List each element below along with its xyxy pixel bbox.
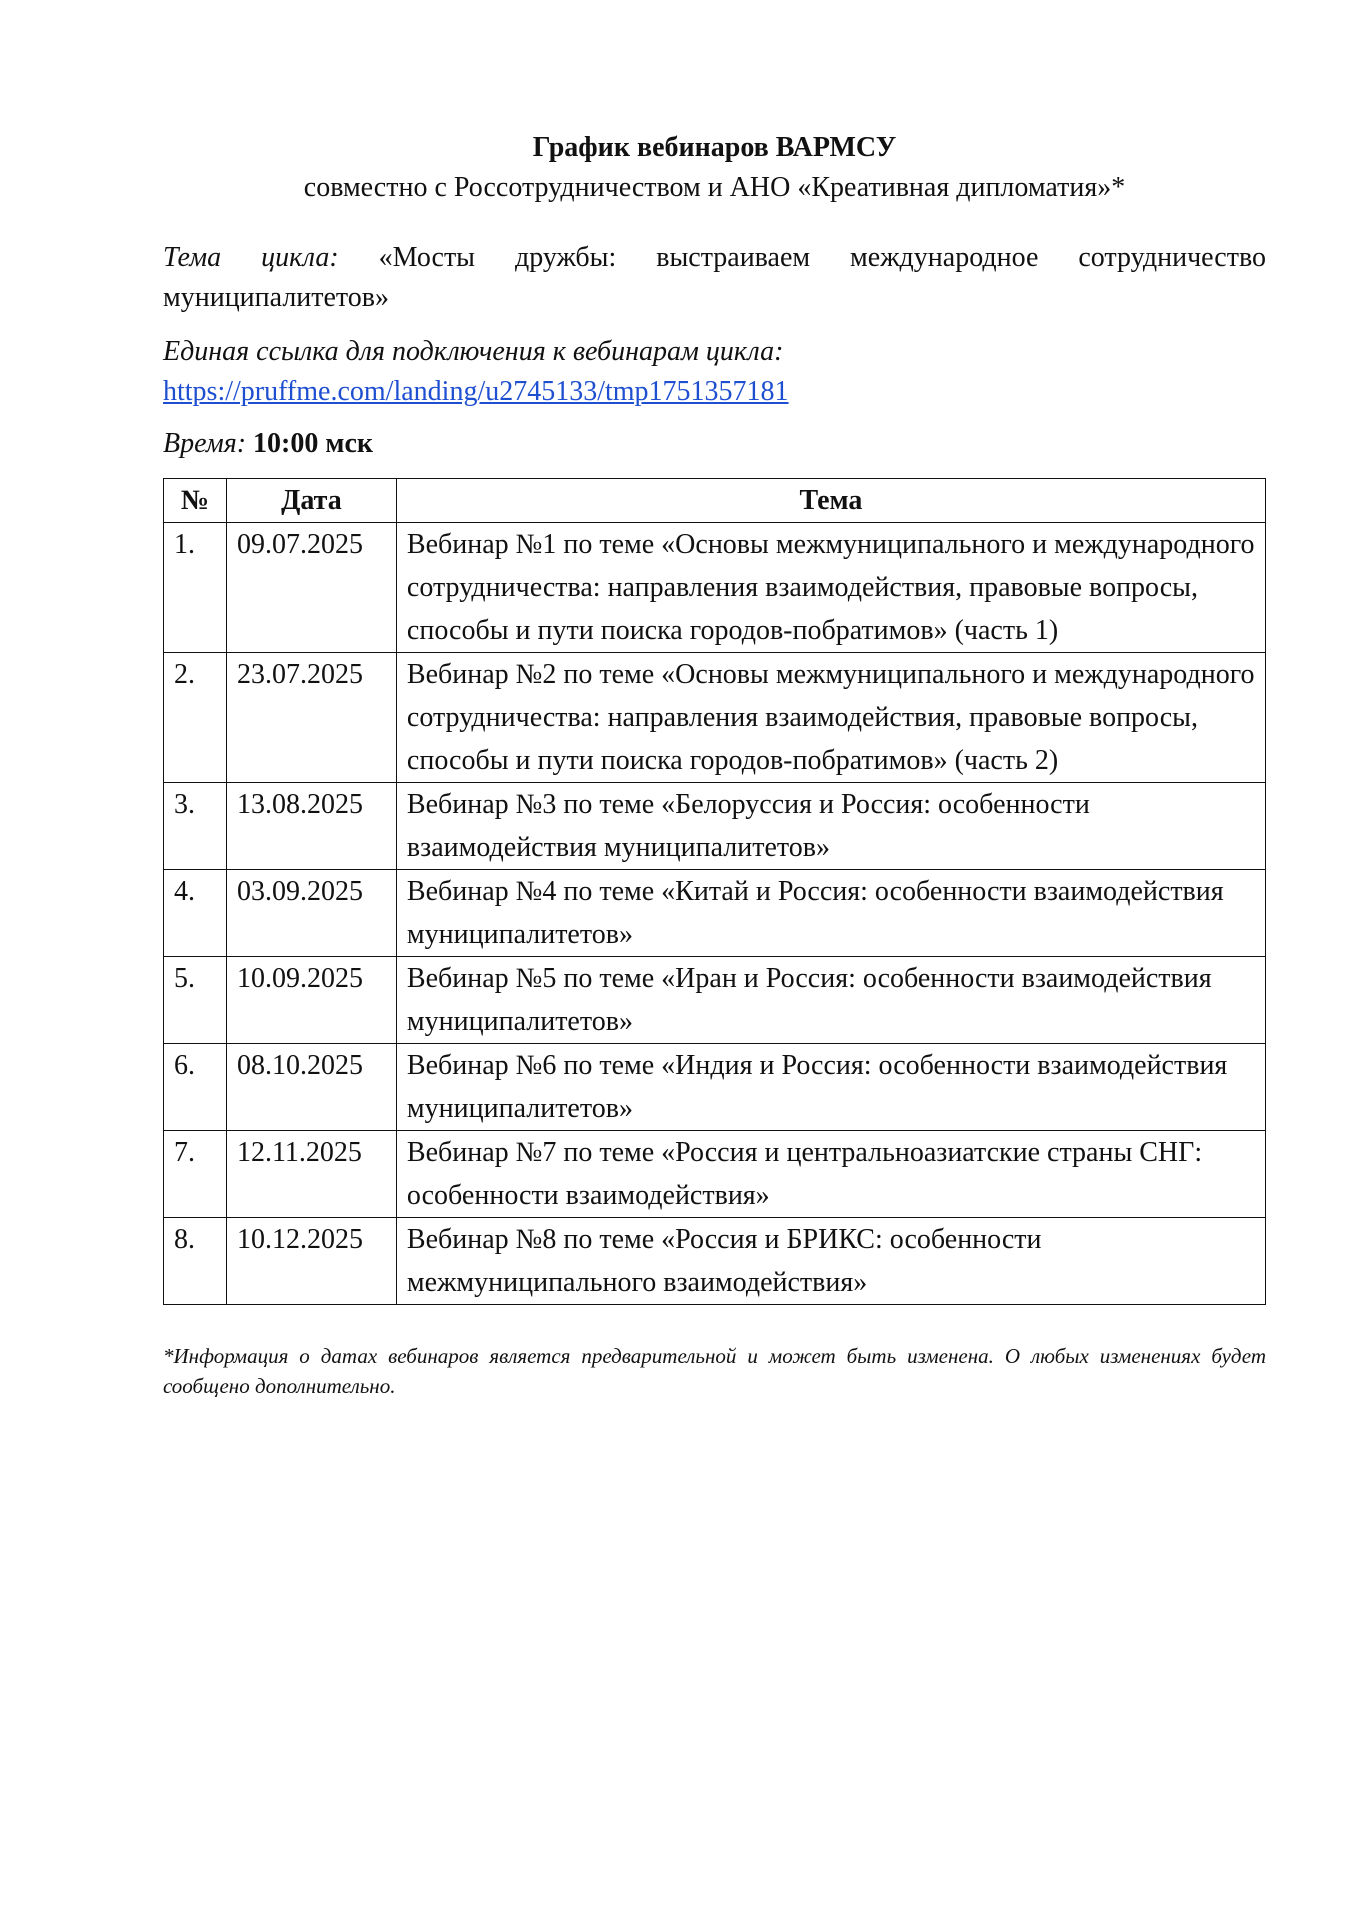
table-header-row <box>164 479 1266 523</box>
row-date: 08.10.2025 <box>226 1044 396 1131</box>
document-subtitle: совместно с Россотрудничеством и АНО «Креативная дипломатия»* <box>303 172 1126 203</box>
document-title: График вебинаров ВАРМСУ <box>532 132 897 163</box>
column-header-date: Дата <box>226 479 396 523</box>
cycle-theme-text: «Мосты дружбы: выстраиваем международное сотрудничество муниципалитетов» <box>163 242 1266 313</box>
cycle-theme-label: Тема цикла: <box>163 242 339 273</box>
row-number: 1. <box>164 523 227 653</box>
row-topic: Вебинар №3 по теме «Белоруссия и Россия: особенности взаимодействия муниципалитетов» <box>396 783 1265 870</box>
webinar-schedule-table <box>163 478 1266 1305</box>
row-date: 12.11.2025 <box>226 1131 396 1218</box>
webinar-link[interactable]: https://pruffme.com/landing/u2745133/tmp1751357181 <box>163 376 789 407</box>
table-row <box>164 653 1266 783</box>
row-topic: Вебинар №6 по теме «Индия и Россия: особенности взаимодействия муниципалитетов» <box>396 1044 1265 1131</box>
row-date: 10.09.2025 <box>226 957 396 1044</box>
row-topic: Вебинар №1 по теме «Основы межмуниципального и международного сотрудничества: направления взаимодействия, правовые вопросы, способы и пути поиска городов-побратимов» (часть 1) <box>396 523 1265 653</box>
row-number: 8. <box>164 1218 227 1305</box>
row-topic: Вебинар №2 по теме «Основы межмуниципального и международного сотрудничества: направления взаимодействия, правовые вопросы, способы и пути поиска городов-побратимов» (часть 2) <box>396 653 1265 783</box>
row-date: 23.07.2025 <box>226 653 396 783</box>
table-row <box>164 783 1266 870</box>
row-topic: Вебинар №4 по теме «Китай и Россия: особенности взаимодействия муниципалитетов» <box>396 870 1265 957</box>
footnote: *Информация о датах вебинаров является предварительной и может быть изменена. О любых изменениях будет сообщено дополнительно. <box>163 1344 1266 1398</box>
row-number: 5. <box>164 957 227 1044</box>
row-number: 4. <box>164 870 227 957</box>
time-value: 10:00 мск <box>253 428 374 459</box>
time-label: Время: <box>163 428 247 459</box>
row-date: 13.08.2025 <box>226 783 396 870</box>
table-row <box>164 957 1266 1044</box>
row-topic: Вебинар №8 по теме «Россия и БРИКС: особенности межмуниципального взаимодействия» <box>396 1218 1265 1305</box>
row-number: 6. <box>164 1044 227 1131</box>
row-topic: Вебинар №5 по теме «Иран и Россия: особенности взаимодействия муниципалитетов» <box>396 957 1265 1044</box>
column-header-number: № <box>164 479 227 523</box>
cycle-theme <box>163 238 1266 318</box>
column-header-topic: Тема <box>396 479 1265 523</box>
table-row <box>164 523 1266 653</box>
row-number: 7. <box>164 1131 227 1218</box>
row-date: 09.07.2025 <box>226 523 396 653</box>
row-date: 03.09.2025 <box>226 870 396 957</box>
cycle-link-label: Единая ссылка для подключения к вебинарам цикла: <box>163 336 784 367</box>
table-row <box>164 870 1266 957</box>
row-date: 10.12.2025 <box>226 1218 396 1305</box>
table-row <box>164 1218 1266 1305</box>
document-content <box>163 128 1266 1401</box>
row-topic: Вебинар №7 по теме «Россия и центральноазиатские страны СНГ: особенности взаимодействия» <box>396 1131 1265 1218</box>
row-number: 3. <box>164 783 227 870</box>
table-row <box>164 1131 1266 1218</box>
row-number: 2. <box>164 653 227 783</box>
cycle-time <box>163 424 1266 464</box>
cycle-link-block <box>163 332 1266 412</box>
table-row <box>164 1044 1266 1131</box>
